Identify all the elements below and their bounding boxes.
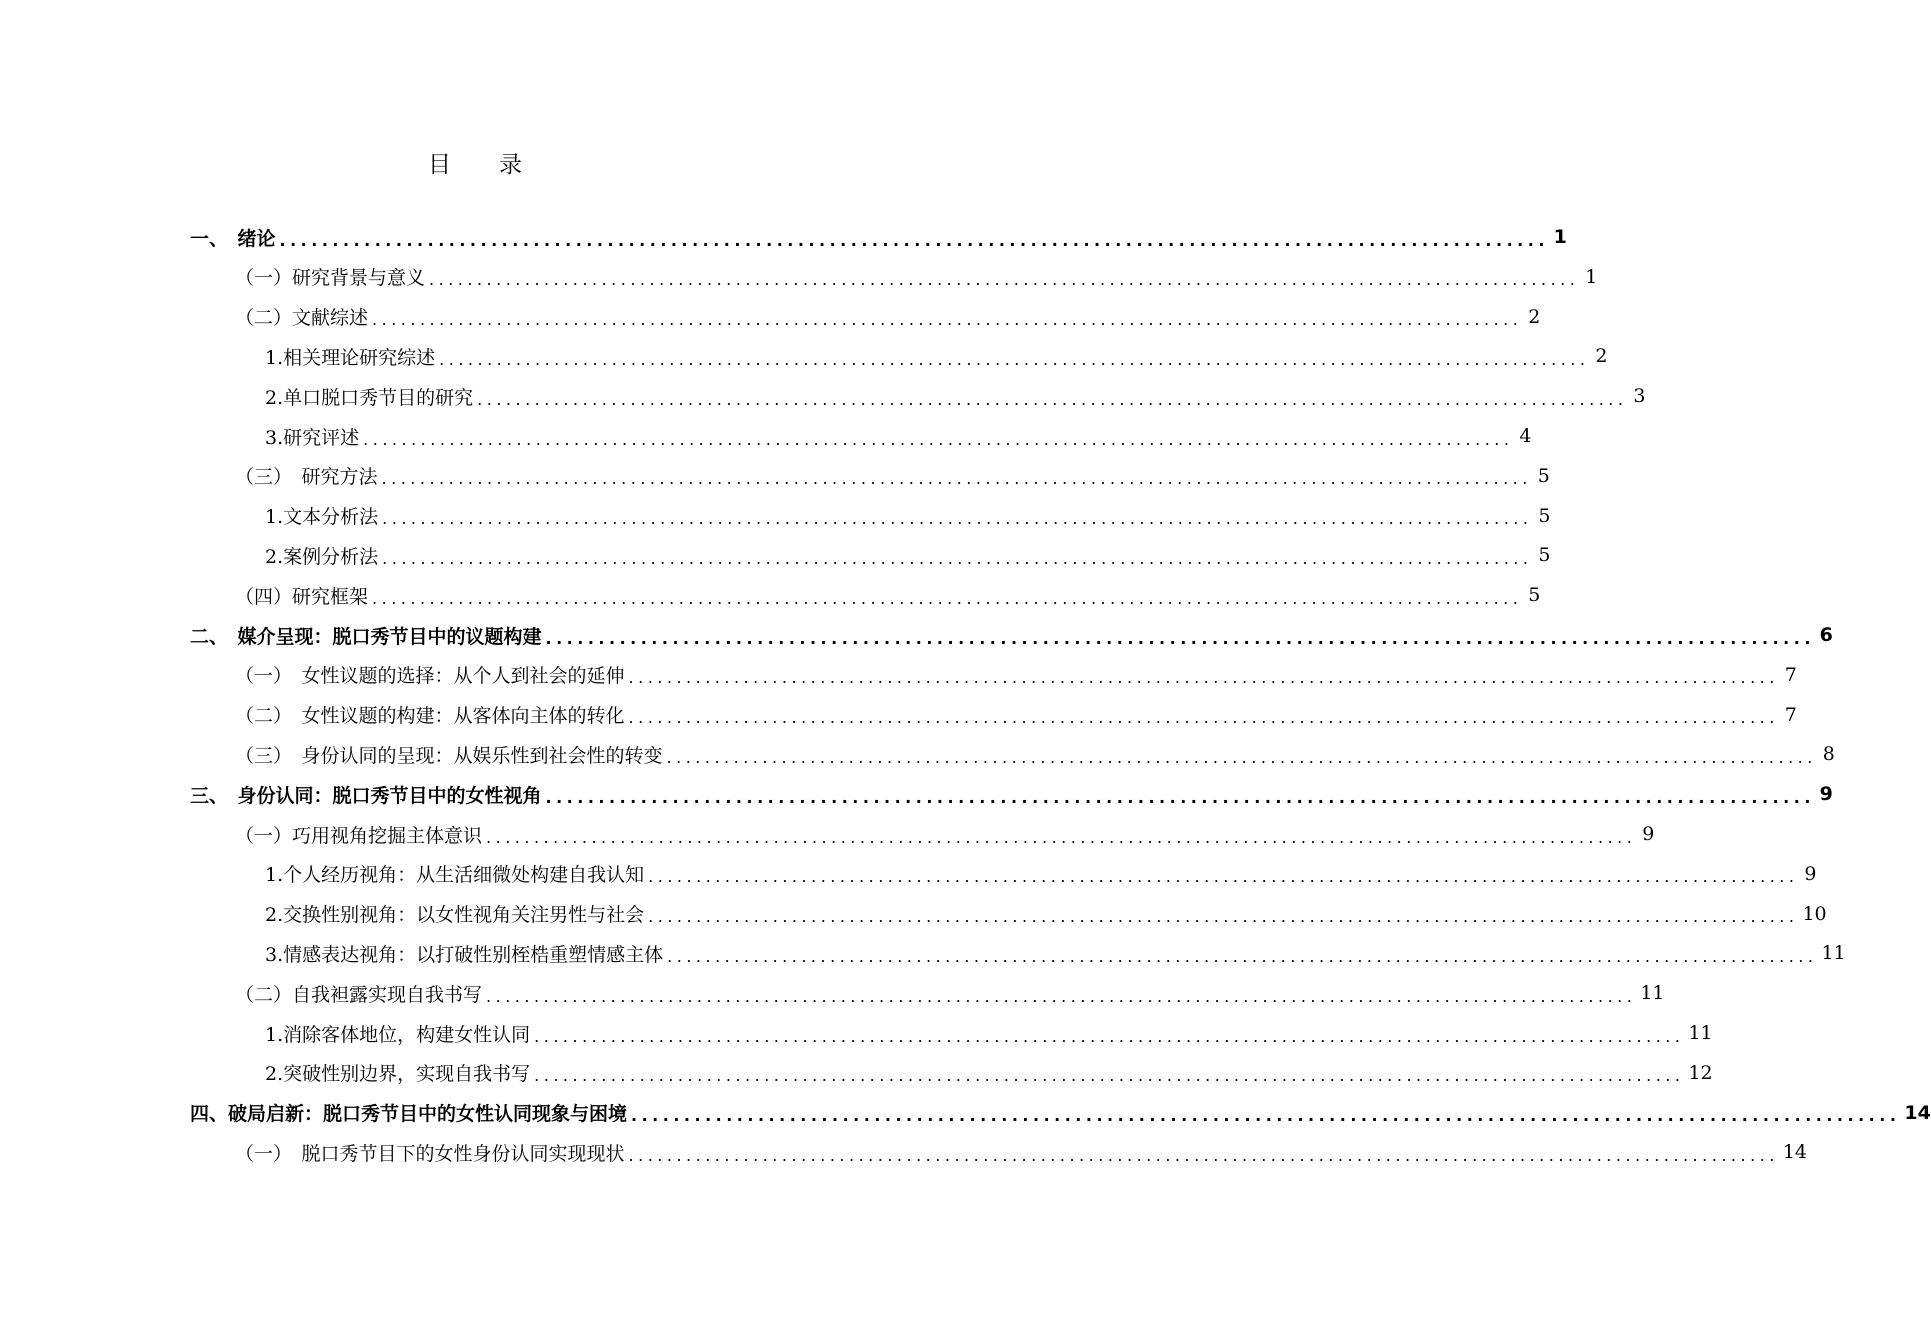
toc-entry[interactable] bbox=[265, 1053, 1713, 1093]
toc-entry-label: 1.个人经历视角：从生活细微处构建自我认知 bbox=[265, 864, 645, 887]
toc-leader-dots: ........................................................................................................................ bbox=[648, 867, 1799, 887]
toc-entry-label: （四）研究框架 bbox=[235, 585, 369, 608]
toc-entry[interactable] bbox=[265, 496, 1551, 536]
toc-page-number: 14 bbox=[1904, 1101, 1931, 1124]
toc-entry-label: （三） 研究方法 bbox=[235, 466, 378, 489]
toc-entry-label: 1.文本分析法 bbox=[265, 506, 379, 529]
toc-leader-dots: ........................................................................................................................ bbox=[628, 668, 1779, 688]
toc-page-number: 11 bbox=[1821, 942, 1846, 965]
toc-entry[interactable] bbox=[265, 376, 1646, 416]
toc-entry[interactable] bbox=[235, 655, 1797, 695]
toc-entry-label: （一） 脱口秀节目下的女性身份认同实现现状 bbox=[235, 1142, 625, 1165]
toc-page-number: 7 bbox=[1784, 663, 1797, 686]
toc-entry[interactable] bbox=[235, 1132, 1808, 1172]
toc-entry-label: 2.案例分析法 bbox=[265, 545, 379, 568]
toc-entry[interactable] bbox=[265, 894, 1827, 934]
toc-leader-dots: ........................................................................................................................ bbox=[486, 827, 1637, 847]
toc-leader-dots: ........................................................................................................................ bbox=[648, 907, 1799, 927]
toc-page-number: 2 bbox=[1528, 305, 1541, 328]
toc-entry[interactable] bbox=[235, 734, 1835, 774]
toc-entry[interactable] bbox=[235, 575, 1541, 615]
toc-entry[interactable] bbox=[265, 1013, 1713, 1053]
toc-page-number: 7 bbox=[1784, 703, 1797, 726]
toc-entry-label: 1.相关理论研究综述 bbox=[265, 346, 436, 369]
toc-page-number: 8 bbox=[1822, 743, 1835, 766]
toc-page-number: 12 bbox=[1688, 1061, 1713, 1084]
toc-leader-dots: ........................................................................................................................ bbox=[631, 1106, 1901, 1126]
toc-entry-label: （二） 女性议题的构建：从客体向主体的转化 bbox=[235, 705, 625, 728]
toc-entry-label: 四、破局启新：脱口秀节目中的女性认同现象与困境 bbox=[190, 1103, 628, 1126]
toc-entry[interactable] bbox=[190, 615, 1833, 655]
toc-page-number: 4 bbox=[1519, 425, 1532, 447]
toc-page-number: 5 bbox=[1538, 504, 1551, 527]
toc-entry-label: 2.突破性别边界，实现自我书写 bbox=[265, 1063, 531, 1086]
toc-entry[interactable] bbox=[190, 774, 1833, 814]
toc-leader-dots: ........................................................................................................................ bbox=[534, 1026, 1685, 1046]
toc-entry-label: 2.交换性别视角：以女性视角关注男性与社会 bbox=[265, 904, 645, 927]
toc-entry[interactable] bbox=[235, 973, 1665, 1013]
toc-entry-label: （一）巧用视角挖掘主体意识 bbox=[235, 824, 483, 847]
toc-leader-dots: ........................................................................................................................ bbox=[477, 389, 1628, 409]
toc-entry-label: 3.情感表达视角：以打破性别桎梏重塑情感主体 bbox=[265, 943, 664, 966]
toc-entry[interactable] bbox=[265, 933, 1846, 973]
toc-page-number: 5 bbox=[1538, 544, 1551, 567]
toc-leader-dots: ........................................................................................................................ bbox=[429, 270, 1580, 290]
toc-entry[interactable] bbox=[265, 336, 1608, 376]
toc-entry[interactable] bbox=[190, 1093, 1931, 1133]
toc-page-number: 1 bbox=[1585, 265, 1598, 288]
toc-entry-label: 1.消除客体地位，构建女性认同 bbox=[265, 1023, 531, 1046]
toc-leader-dots: ........................................................................................................................ bbox=[667, 946, 1818, 966]
toc-leader-dots: ........................................................................................................................ bbox=[534, 1066, 1685, 1086]
toc-entry-label: （三） 身份认同的呈现：从娱乐性到社会性的转变 bbox=[235, 744, 663, 767]
page-title: 目录 bbox=[428, 152, 570, 178]
toc-leader-dots: ........................................................................................................................ bbox=[363, 429, 1514, 449]
toc-leader-dots: ........................................................................................................................ bbox=[279, 230, 1549, 250]
toc-page-number: 5 bbox=[1537, 464, 1550, 487]
toc-page-number: 9 bbox=[1642, 823, 1655, 845]
toc-entry[interactable] bbox=[235, 257, 1598, 297]
toc-leader-dots: ........................................................................................................................ bbox=[486, 986, 1637, 1006]
toc-leader-dots: ........................................................................................................................ bbox=[372, 588, 1523, 608]
toc-page-number: 3 bbox=[1633, 385, 1646, 408]
toc-entry-label: （二）文献综述 bbox=[235, 307, 369, 330]
toc-page-number: 14 bbox=[1782, 1141, 1808, 1164]
toc-page-number: 5 bbox=[1528, 584, 1541, 607]
toc-entry[interactable] bbox=[235, 456, 1550, 496]
toc-entry[interactable] bbox=[235, 297, 1541, 337]
toc-leader-dots: ........................................................................................................................ bbox=[439, 349, 1590, 369]
toc-page-number: 9 bbox=[1819, 783, 1833, 806]
toc-page-number: 2 bbox=[1595, 345, 1608, 368]
toc-page-number: 6 bbox=[1819, 624, 1833, 646]
toc-leader-dots: ........................................................................................................................ bbox=[382, 509, 1533, 529]
toc-leader-dots: ........................................................................................................................ bbox=[382, 548, 1533, 568]
toc-leader-dots: ........................................................................................................................ bbox=[545, 787, 1815, 807]
toc-entry-label: （一） 女性议题的选择：从个人到社会的延伸 bbox=[235, 665, 625, 688]
toc-entry-label: 3.研究评述 bbox=[265, 426, 360, 449]
toc-leader-dots: ........................................................................................................................ bbox=[628, 708, 1779, 728]
toc-entry[interactable] bbox=[235, 695, 1797, 735]
toc-entry[interactable] bbox=[265, 535, 1551, 575]
toc-page-number: 11 bbox=[1688, 1022, 1713, 1044]
toc-entry[interactable] bbox=[265, 854, 1817, 894]
toc-page-number: 10 bbox=[1802, 902, 1827, 925]
toc-entry-label: 二、 媒介呈现：脱口秀节目中的议题构建 bbox=[190, 625, 542, 648]
toc-leader-dots: ........................................................................................................................ bbox=[628, 1145, 1779, 1165]
toc-entry-label: （一）研究背景与意义 bbox=[235, 267, 426, 290]
toc-leader-dots: ........................................................................................................................ bbox=[545, 628, 1815, 648]
toc-page-number: 11 bbox=[1640, 982, 1665, 1005]
toc-entry[interactable] bbox=[190, 217, 1567, 257]
toc-entry-label: （二）自我袒露实现自我书写 bbox=[235, 983, 483, 1006]
toc-page-number: 1 bbox=[1553, 226, 1567, 248]
toc-entry[interactable] bbox=[235, 814, 1655, 854]
toc-leader-dots: ........................................................................................................................ bbox=[372, 310, 1523, 330]
toc-page-number: 9 bbox=[1804, 862, 1817, 885]
toc-entry-label: 一、 绪论 bbox=[190, 227, 276, 250]
toc-entry[interactable] bbox=[265, 416, 1532, 456]
toc-leader-dots: ........................................................................................................................ bbox=[666, 747, 1817, 767]
toc-entry-label: 三、 身份认同：脱口秀节目中的女性视角 bbox=[190, 784, 542, 807]
toc-entry-label: 2.单口脱口秀节目的研究 bbox=[265, 386, 474, 409]
toc-leader-dots: ........................................................................................................................ bbox=[381, 469, 1532, 489]
